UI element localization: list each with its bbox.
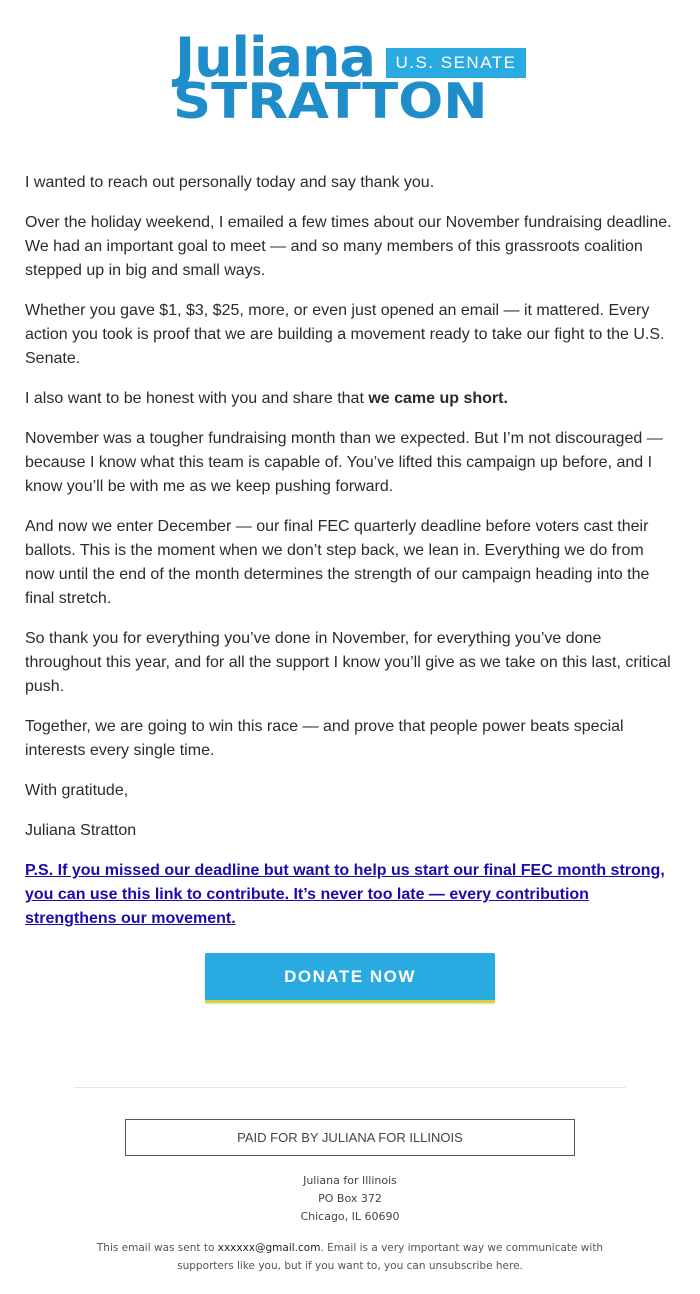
paragraph-4 bbox=[25, 387, 675, 411]
address-line-1: Juliana for Illinois bbox=[303, 1174, 397, 1187]
paragraph-7: So thank you for everything you’ve done in November, for everything you’ve done throughout this year, and for all the support I know you’ll give as we take on this last, critical push. bbox=[25, 630, 671, 695]
paragraph-3: Whether you gave $1, $3, $25, more, or even just opened an email — it mattered. Every action you took is proof that we are building a movement ready to take our fight to the U.S. Senate. bbox=[25, 302, 665, 367]
footer-note-prefix: This email was sent to bbox=[96, 1242, 218, 1254]
email-body bbox=[25, 171, 675, 947]
paragraph-8: Together, we are going to win this race — and prove that people power beats special interests every single time. bbox=[25, 718, 624, 759]
paragraph-6: And now we enter December — our final FEC quarterly deadline before voters cast their ballots. This is the moment when we don’t step back, we lean in. Everything we do from now until the end of the month determines the strength of our campaign heading into the final stretch. bbox=[25, 518, 650, 607]
footer-note-suffix[interactable]: . Email is a very important way we communicate with supporters like you, but if you want to, you can unsubscribe here. bbox=[177, 1242, 604, 1272]
ps-paragraph bbox=[25, 859, 675, 931]
signature: Juliana Stratton bbox=[25, 822, 137, 839]
address-line-3: Chicago, IL 60690 bbox=[300, 1210, 400, 1223]
closing: With gratitude, bbox=[25, 782, 129, 799]
address-line-2: PO Box 372 bbox=[318, 1192, 382, 1205]
paragraph-4-text: I also want to be honest with you and share that bbox=[25, 390, 369, 407]
campaign-logo bbox=[0, 28, 700, 138]
recipient-email: xxxxxx@gmail.com bbox=[217, 1242, 321, 1254]
ps-contribute-link[interactable]: P.S. If you missed our deadline but want to help us start our final FEC month strong, you can use this link to contribute. It’s never too late — every contribution strengthens our movement. bbox=[25, 862, 665, 927]
paragraph-1: I wanted to reach out personally today and say thank you. bbox=[25, 174, 435, 191]
paragraph-2: Over the holiday weekend, I emailed a few times about our November fundraising deadline. We had an important goal to meet — and so many members of this grassroots coalition stepped up in big and small ways. bbox=[25, 214, 672, 279]
paragraph-5: November was a tougher fundraising month than we expected. But I’m not discouraged — because I know what this team is capable of. You’ve lifted this campaign up before, and I know you’ll be with me as we keep pushing forward. bbox=[25, 430, 663, 495]
footer-divider bbox=[74, 1087, 626, 1088]
logo-last-name: STRATTON bbox=[173, 73, 488, 130]
footer-note bbox=[95, 1239, 605, 1275]
logo-senate-badge: U.S. SENATE bbox=[386, 48, 526, 78]
paid-for-box: PAID FOR BY JULIANA FOR ILLINOIS bbox=[125, 1119, 575, 1156]
paragraph-4-bold: we came up short. bbox=[368, 390, 508, 407]
donate-now-button[interactable]: DONATE NOW bbox=[205, 953, 495, 1003]
logo-first-name: Juliana bbox=[175, 26, 375, 89]
mailing-address bbox=[0, 1172, 700, 1226]
